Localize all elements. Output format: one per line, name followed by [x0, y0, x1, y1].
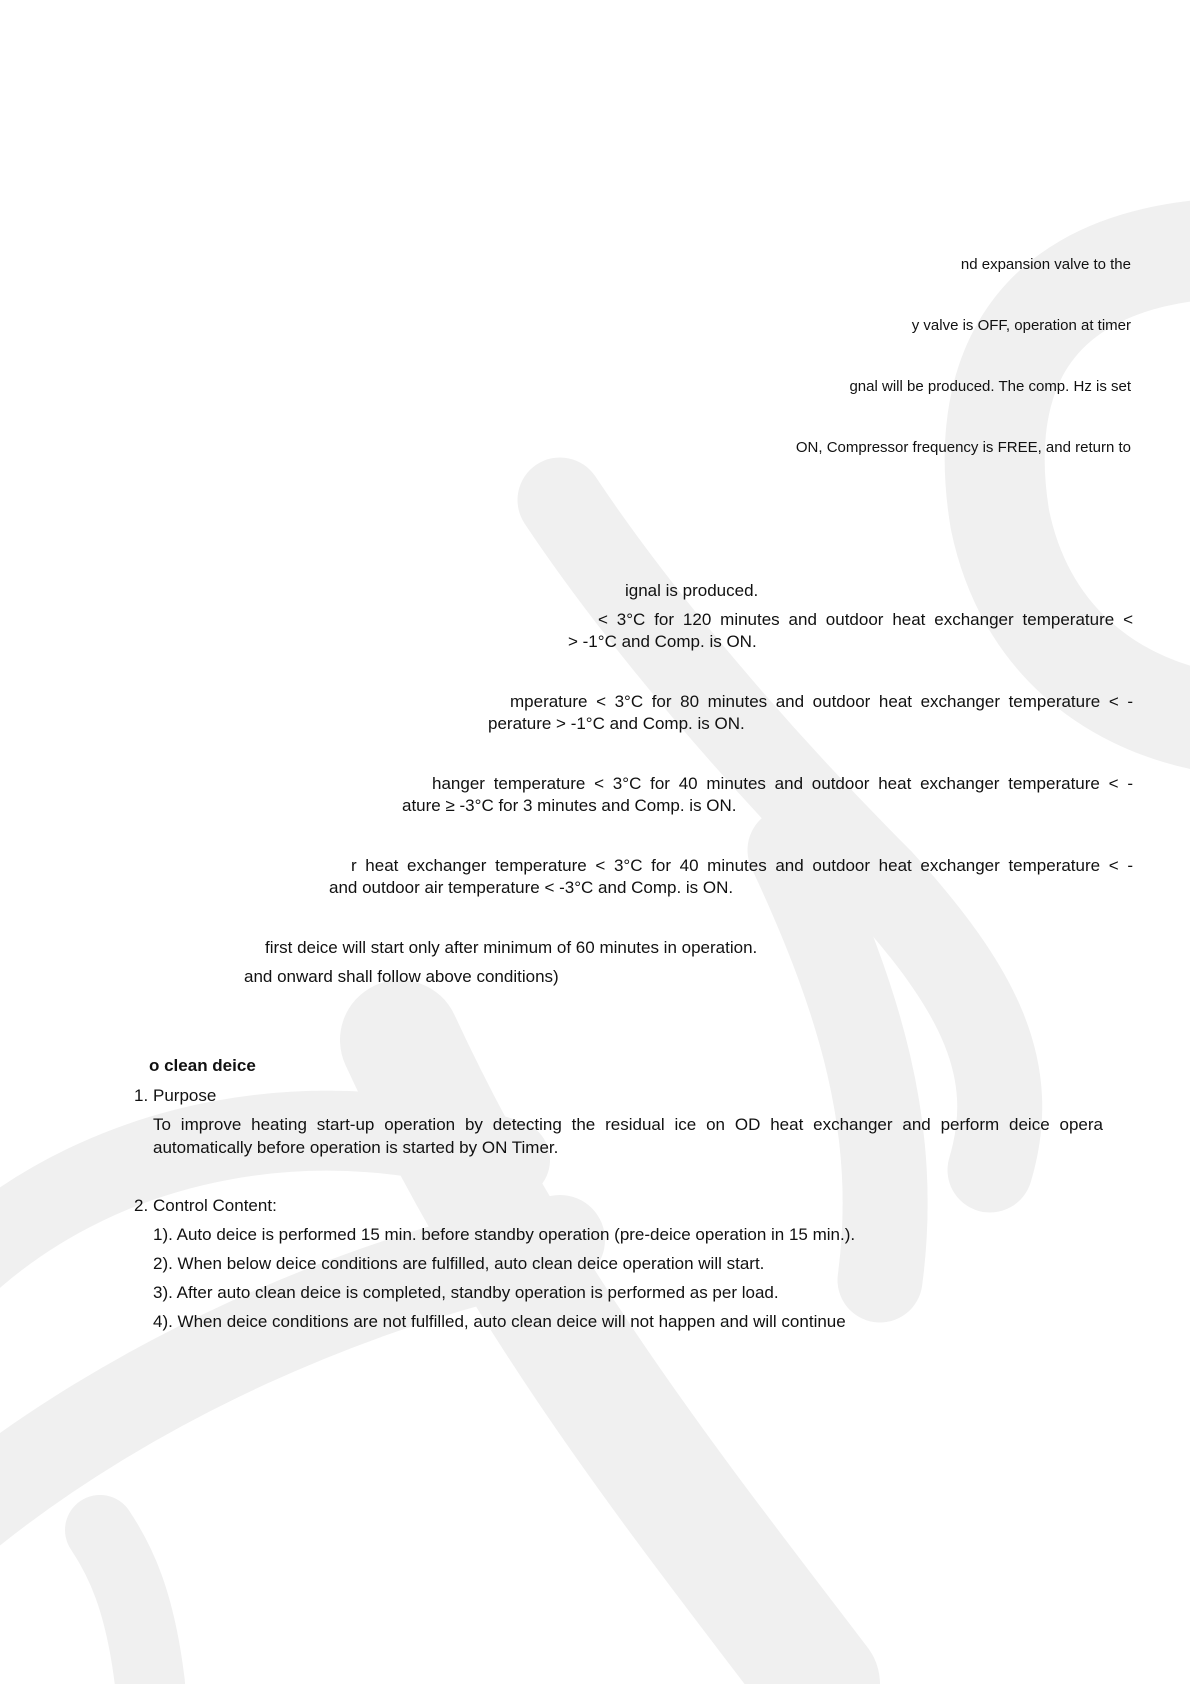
condition-line: > -1°C and Comp. is ON.	[568, 632, 757, 651]
control-number: 2.	[134, 1196, 149, 1215]
purpose-text: automatically before operation is started by ON Timer.	[153, 1138, 559, 1157]
condition-line: and outdoor air temperature < -3°C and Comp. is ON.	[329, 878, 734, 897]
note-line: and onward shall follow above conditions)	[244, 967, 559, 986]
top-line-2: y valve is OFF, operation at timer	[911, 317, 1131, 334]
condition-line: r heat exchanger temperature < 3°C for 40 minutes and outdoor heat exchanger temperature < -	[351, 856, 1133, 875]
top-line-1: nd expansion valve to the	[960, 256, 1131, 273]
condition-line: hanger temperature < 3°C for 40 minutes and outdoor heat exchanger temperature < -	[432, 774, 1133, 793]
condition-line: mperature < 3°C for 80 minutes and outdoor heat exchanger temperature < -	[510, 692, 1133, 711]
purpose-number: 1.	[134, 1086, 149, 1105]
purpose-text: To improve heating start-up operation by detecting the residual ice on OD heat exchanger and perform deice opera	[153, 1115, 1103, 1134]
control-item: 1). Auto deice is performed 15 min. before standby operation (pre-deice operation in 15 min.).	[153, 1225, 856, 1244]
control-item: 3). After auto clean deice is completed, standby operation is performed as per load.	[153, 1283, 779, 1302]
condition-line: < 3°C for 120 minutes and outdoor heat exchanger temperature <	[598, 610, 1133, 629]
control-item: 4). When deice conditions are not fulfilled, auto clean deice will not happen and will continue	[153, 1312, 846, 1331]
top-line-4: ON, Compressor frequency is FREE, and return to	[795, 439, 1131, 456]
section-heading: o clean deice	[149, 1056, 256, 1075]
purpose-title: Purpose	[153, 1086, 217, 1105]
condition-line: ignal is produced.	[625, 581, 759, 600]
control-title: Control Content:	[153, 1196, 277, 1215]
condition-line: ature ≥ -3°C for 3 minutes and Comp. is ON.	[402, 796, 737, 815]
condition-line: perature > -1°C and Comp. is ON.	[488, 714, 745, 733]
top-line-3: gnal will be produced. The comp. Hz is set	[849, 378, 1131, 395]
control-item: 2). When below deice conditions are fulfilled, auto clean deice operation will start.	[153, 1254, 765, 1273]
note-line: first deice will start only after minimum of 60 minutes in operation.	[265, 938, 758, 957]
